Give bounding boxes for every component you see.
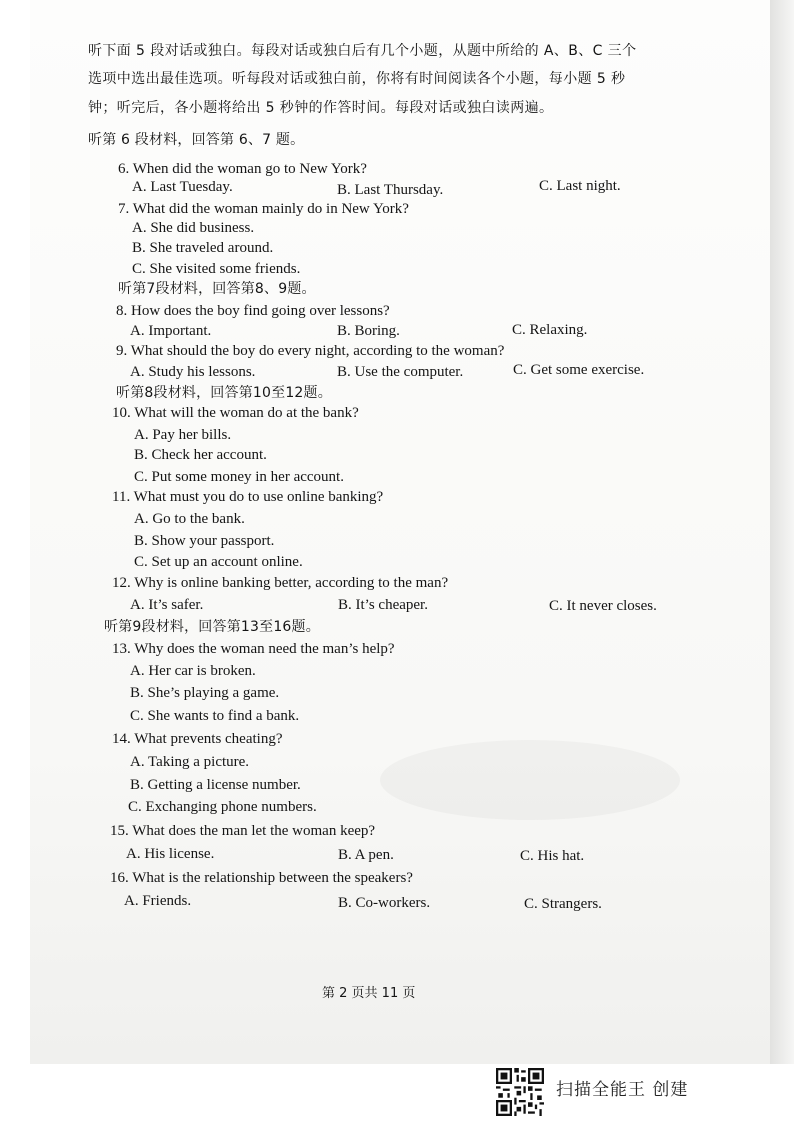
option-c: C. Exchanging phone numbers.: [128, 799, 317, 815]
instruction-line-1: 听下面 5 段对话或独白。每段对话或独白后有几个小题，从题中所给的 A、B、C 三个: [88, 43, 637, 59]
option-b: B. Use the computer.: [337, 364, 464, 380]
option-c: C. She visited some friends.: [132, 261, 301, 277]
option-b: B. Last Thursday.: [337, 182, 444, 198]
qr-code-icon: [496, 1068, 544, 1116]
option-c: C. Set up an account online.: [134, 554, 303, 570]
option-a: A. Taking a picture.: [130, 754, 250, 770]
option-a: A. Important.: [130, 323, 212, 339]
question-stem: 13. Why does the woman need the man’s help?: [112, 641, 395, 657]
option-b: B. Getting a license number.: [130, 777, 301, 793]
option-b: B. Co-workers.: [338, 895, 431, 911]
page-number: 第 2 页共 11 页: [322, 986, 416, 1001]
option-a: A. Her car is broken.: [130, 663, 256, 679]
option-a: A. His license.: [126, 846, 215, 862]
question-stem: 7. What did the woman mainly do in New York?: [118, 201, 409, 217]
option-c: C. She wants to find a bank.: [130, 708, 300, 724]
option-a: A. Go to the bank.: [134, 511, 245, 527]
option-b: B. It’s cheaper.: [338, 597, 428, 613]
section-heading: 听第9段材料，回答第13至16题。: [104, 619, 320, 635]
question-stem: 14. What prevents cheating?: [112, 731, 283, 747]
question-stem: 8. How does the boy find going over lessons?: [116, 303, 390, 319]
option-b: B. She’s playing a game.: [130, 685, 280, 701]
option-b: B. A pen.: [338, 847, 394, 863]
question-stem: 16. What is the relationship between the speakers?: [110, 870, 413, 886]
option-c: C. Put some money in her account.: [134, 469, 344, 485]
question-stem: 12. Why is online banking better, according to the man?: [112, 575, 449, 591]
option-b: B. Show your passport.: [134, 533, 275, 549]
option-b: B. She traveled around.: [132, 240, 274, 256]
question-stem: 6. When did the woman go to New York?: [118, 161, 367, 177]
option-a: A. She did business.: [132, 220, 255, 236]
scan-smudge: [380, 740, 680, 820]
section-heading: 听第 6 段材料，回答第 6、7 题。: [88, 132, 305, 148]
option-c: C. Last night.: [539, 178, 621, 194]
instruction-line-3: 钟；听完后，各小题将给出 5 秒钟的作答时间。每段对话或独白读两遍。: [88, 100, 554, 116]
scanner-watermark: 扫描全能王 创建: [556, 1080, 689, 1100]
option-b: B. Check her account.: [134, 447, 267, 463]
question-stem: 11. What must you do to use online banking?: [112, 489, 384, 505]
scan-edge: [770, 0, 794, 1064]
option-c: C. Strangers.: [524, 896, 602, 912]
option-a: A. It’s safer.: [130, 597, 204, 613]
option-c: C. Get some exercise.: [513, 362, 645, 378]
option-c: C. Relaxing.: [512, 322, 588, 338]
question-stem: 15. What does the man let the woman keep?: [110, 823, 376, 839]
instruction-line-2: 选项中选出最佳选项。听每段对话或独白前，你将有时间阅读各个小题，每小题 5 秒: [88, 71, 626, 87]
option-c: C. His hat.: [520, 848, 585, 864]
option-b: B. Boring.: [337, 323, 400, 339]
option-a: A. Pay her bills.: [134, 427, 232, 443]
section-heading: 听第8段材料，回答第10至12题。: [116, 385, 332, 401]
option-a: A. Last Tuesday.: [132, 179, 233, 195]
option-a: A. Friends.: [124, 893, 192, 909]
section-heading: 听第7段材料，回答第8、9题。: [118, 281, 316, 297]
question-stem: 9. What should the boy do every night, according to the woman?: [116, 343, 505, 359]
option-c: C. It never closes.: [549, 598, 657, 614]
option-a: A. Study his lessons.: [130, 364, 256, 380]
question-stem: 10. What will the woman do at the bank?: [112, 405, 359, 421]
